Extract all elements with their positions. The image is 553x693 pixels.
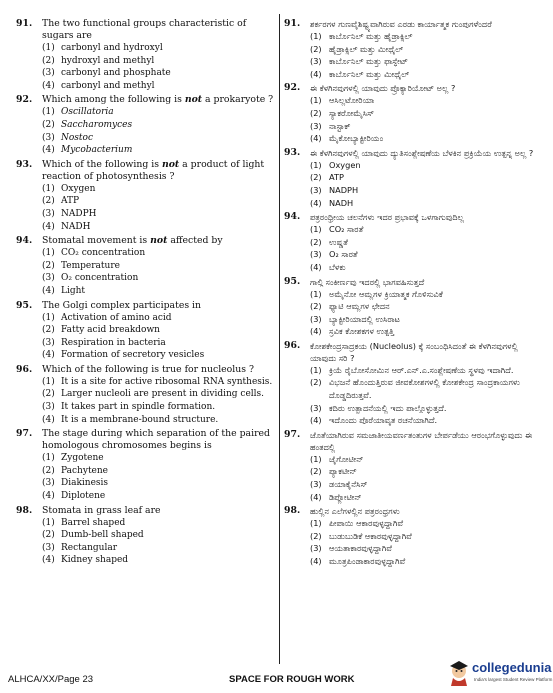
- answer-option: [284, 530, 542, 543]
- option-text: ಸ್ರವಿಕ ಕೋಶಕಗಳ ಉತ್ಪತ್ತಿ: [329, 326, 395, 337]
- question-number: 92.: [16, 94, 33, 106]
- option-text: ಉಷ್ಣತೆ: [329, 236, 348, 247]
- english-column: [16, 18, 274, 569]
- option-number: (1): [42, 312, 55, 323]
- answer-option: [284, 542, 542, 555]
- answer-option: [284, 288, 542, 301]
- option-number: (4): [42, 350, 55, 361]
- option-text: Diplotene: [61, 491, 106, 502]
- question-number: 95.: [284, 275, 301, 287]
- answer-option: [16, 285, 274, 298]
- answer-option: [284, 517, 542, 530]
- option-number: (4): [310, 261, 322, 272]
- question-number: 94.: [16, 235, 33, 247]
- answer-option: [16, 452, 274, 465]
- answer-option: [284, 171, 542, 184]
- question-number: 92.: [284, 82, 301, 94]
- answer-option: [284, 94, 542, 107]
- answer-option: [16, 312, 274, 325]
- answer-option: [16, 554, 274, 567]
- option-text: Oscillatoria: [61, 107, 114, 118]
- question-92: [16, 94, 274, 156]
- rough-work-label: SPACE FOR ROUGH WORK: [229, 674, 355, 685]
- option-text: Dumb-bell shaped: [61, 530, 144, 541]
- answer-option: [284, 453, 542, 466]
- option-number: (1): [310, 224, 322, 235]
- option-text: Kidney shaped: [61, 555, 129, 566]
- option-number: (2): [42, 389, 55, 400]
- option-number: (1): [42, 376, 55, 387]
- option-number: (3): [42, 68, 55, 79]
- answer-option: [16, 542, 274, 555]
- option-text: O₂ concentration: [61, 273, 139, 284]
- answer-option: [284, 223, 542, 236]
- option-text: ATP: [61, 196, 80, 207]
- question-number: 98.: [284, 505, 301, 517]
- answer-option: [16, 208, 274, 221]
- question-97: [284, 429, 542, 503]
- answer-option: [284, 313, 542, 326]
- answer-option: [16, 490, 274, 503]
- option-number: (1): [42, 183, 55, 194]
- answer-option: [16, 42, 274, 55]
- answer-option: [16, 337, 274, 350]
- option-text: It is a membrane-bound structure.: [61, 414, 219, 425]
- option-text: Oxygen: [329, 159, 361, 170]
- answer-option: [16, 221, 274, 234]
- question-text: ಈ ಕೆಳಗಿನವುಗಳಲ್ಲಿ ಯಾವುದು ದ್ಯುತಿಸಂಶ್ಲೇಷಣೆಯ ಬೆಳಕಿನ ಪ್ರಕ್ರಿಯೆಯ ಉತ್ಪನ್ನ ಅಲ್ಲ ?: [310, 147, 534, 158]
- option-number: (2): [310, 377, 322, 388]
- question-number: 94.: [284, 211, 301, 223]
- question-93: [16, 159, 274, 233]
- question-number: 91.: [284, 18, 301, 29]
- answer-option: [16, 67, 274, 80]
- option-text: ಆಸಿಲ್ಲಟೋರಿಯಾ: [329, 95, 375, 106]
- question-96: [284, 340, 542, 427]
- option-number: (3): [42, 337, 55, 348]
- question-93: [284, 147, 542, 209]
- answer-option: [284, 236, 542, 249]
- option-text: ಬುಡುಬುಡಿಕೆ ಆಕಾರವುಳ್ಳದ್ದಾಗಿವೆ: [329, 530, 412, 541]
- question-95: [284, 276, 542, 338]
- option-number: (4): [42, 491, 55, 502]
- answer-option: [16, 132, 274, 145]
- question-number: 93.: [16, 158, 33, 170]
- option-text: NADPH: [61, 208, 97, 219]
- option-text: ಅಮೈನೋ ಆಮ್ಲಗಳ ಕ್ರಿಯಾತ್ಮಕ ಗೊಳಿಸುವಿಕೆ: [329, 288, 443, 299]
- question-text: The Golgi complex participates in: [42, 299, 202, 311]
- question-text: ಈ ಕೆಳಗಿನವುಗಳಲ್ಲಿ ಯಾವುದು ಪ್ರೊಕ್ಯಾರಿಯೋಟ್ ಅಲ್ಲ ?: [310, 83, 456, 94]
- option-text: carbonyl and hydroxyl: [61, 43, 163, 53]
- question-94: [16, 235, 274, 297]
- answer-option: [284, 376, 542, 401]
- option-text: NADH: [329, 197, 354, 208]
- option-text: ಮೈಕೋಬ್ಯಾಕ್ಟೀರಿಯಂ: [329, 133, 384, 144]
- answer-option: [16, 477, 274, 490]
- option-text: ಡಿಪ್ಲೋಟೀನ್: [329, 491, 362, 502]
- answer-option: [284, 197, 542, 210]
- answer-option: [284, 402, 542, 415]
- option-text: ಕಾರ್ಬೊನಿಲ್ ಮತ್ತು ಮೀಥೈಲ್: [329, 68, 410, 79]
- option-text: ಬ್ಯಾಕ್ಟೀರಿಯಾದಲ್ಲಿ ಉಸಿರಾಟ: [329, 313, 400, 324]
- option-text: Diakinesis: [61, 478, 109, 489]
- option-number: (4): [310, 415, 322, 426]
- option-text: O₂ ಸಾರತೆ: [329, 249, 358, 260]
- option-text: ಕ್ರಿಯೆ ರೈಬೋಸೋಮಿನ ಆರ್.ಎನ್.ಎ.ಸಂಶ್ಲೇಷಣೆಯ ಸ್ಥಳವು ಇದಾಗಿದೆ.: [329, 364, 514, 375]
- answer-option: [284, 478, 542, 491]
- option-text: hydroxyl and methyl: [61, 55, 155, 66]
- option-number: (2): [42, 260, 55, 271]
- logo-wordmark: collegedunia: [472, 660, 552, 675]
- option-text: CO₂ ಸಾರತೆ: [329, 224, 364, 235]
- option-number: (1): [42, 43, 55, 53]
- question-number: 95.: [16, 299, 33, 311]
- question-text: ಗಾಲ್ಗಿ ಸಂಕೀರ್ಣವು ಇದರಲ್ಲಿ ಭಾಗವಹಿಸುತ್ತದೆ: [310, 276, 425, 287]
- option-number: (1): [42, 107, 55, 118]
- answer-option: [284, 364, 542, 377]
- option-number: (3): [310, 56, 322, 67]
- option-text: Pachytene: [61, 465, 109, 476]
- option-text: Mycobacterium: [61, 145, 133, 156]
- option-number: (3): [310, 313, 322, 324]
- question-text: Stomata in grass leaf are: [42, 504, 161, 516]
- question-95: [16, 300, 274, 362]
- option-text: ಜೈಗೋಟೀನ್: [329, 453, 364, 464]
- option-text: ವಿಭಜನೆ ಹೊಂದುತ್ತಿರುವ ಜೀವಕೋಶಗಳಲ್ಲಿ ಕೋಶಕೇಂದ್ರ ಸಾಂದ್ರಕಾಯಗಳು ದೊಡ್ಡದಿರುತ್ತವೆ.: [329, 377, 520, 401]
- option-number: (3): [42, 273, 55, 284]
- option-number: (4): [310, 68, 322, 79]
- option-number: (4): [310, 197, 322, 208]
- option-number: (3): [42, 132, 55, 143]
- option-number: (1): [310, 288, 322, 299]
- answer-option: [284, 30, 542, 43]
- option-text: Temperature: [61, 260, 120, 271]
- option-number: (4): [310, 491, 322, 502]
- option-text: ಡಯಾಕೈನೆಸಿಸ್: [329, 479, 368, 490]
- option-number: (4): [42, 414, 55, 425]
- option-number: (2): [310, 172, 322, 183]
- question-number: 97.: [16, 428, 33, 440]
- answer-option: [16, 388, 274, 401]
- option-number: (2): [310, 466, 322, 477]
- option-text: Barrel shaped: [61, 517, 126, 528]
- answer-option: [16, 260, 274, 273]
- question-text: Which of the following is not a product of light reaction of photosynthesis ?: [42, 158, 265, 182]
- option-number: (4): [310, 133, 322, 144]
- option-number: (3): [310, 402, 322, 413]
- option-number: (2): [310, 301, 322, 312]
- option-text: ಕಾರ್ಬೊನಿಲ್ ಮತ್ತು ಹೈಡ್ರಾಕ್ಸಿಲ್: [329, 31, 413, 41]
- answer-option: [16, 517, 274, 530]
- option-text: Fatty acid breakdown: [61, 325, 160, 336]
- option-number: (4): [42, 285, 55, 296]
- question-text: ಜೊತೆಯಾಗಿರುವ ಸಮಜಾತೀಯವರ್ಣತಂತುಗಳ ಬೇರ್ಪಡೆಯು ಆರಂಭಗೊಳ್ಳುವುದು ಈ ಹಂತದಲ್ಲಿ: [310, 429, 533, 452]
- option-number: (3): [42, 542, 55, 553]
- question-98: [16, 505, 274, 567]
- option-number: (2): [310, 43, 322, 54]
- option-number: (2): [42, 530, 55, 541]
- question-text: ಹುಲ್ಲಿನ ಎಲೆಗಳಲ್ಲಿನ ಪತ್ರರಂಧ್ರಗಳು: [310, 506, 400, 517]
- option-number: (4): [310, 326, 322, 337]
- option-text: Zygotene: [61, 453, 104, 464]
- answer-option: [16, 401, 274, 414]
- answer-option: [284, 55, 542, 68]
- question-number: 97.: [284, 428, 301, 440]
- question-text: The stage during which separation of the paired homologous chromosomes begins is: [42, 428, 270, 452]
- option-number: (1): [310, 364, 322, 375]
- answer-option: [284, 555, 542, 568]
- option-number: (3): [42, 478, 55, 489]
- question-number: 93.: [284, 146, 301, 158]
- option-text: CO₂ concentration: [61, 248, 146, 259]
- option-number: (2): [42, 196, 55, 207]
- question-number: 98.: [16, 504, 33, 516]
- option-number: (4): [42, 221, 55, 232]
- option-text: ಕಾರ್ಬೊನಿಲ್ ಮತ್ತು ಫಾಸ್ಫೇಟ್: [329, 56, 408, 67]
- option-text: carbonyl and methyl: [61, 80, 155, 91]
- option-number: (1): [310, 95, 322, 106]
- kannada-column: [284, 18, 542, 570]
- option-number: (2): [42, 119, 55, 130]
- option-text: Larger nucleoli are present in dividing cells.: [61, 389, 265, 400]
- question-number: 96.: [284, 339, 301, 351]
- option-text: Oxygen: [61, 183, 96, 194]
- option-number: (1): [310, 159, 322, 170]
- option-number: (3): [310, 543, 322, 554]
- option-text: Activation of amino acid: [61, 312, 172, 323]
- answer-option: [16, 183, 274, 196]
- question-98: [284, 505, 542, 567]
- answer-option: [284, 159, 542, 172]
- answer-option: [284, 248, 542, 261]
- option-number: (3): [310, 184, 322, 195]
- option-text: ಪ್ಯಾಕಟೀನ್: [329, 466, 357, 477]
- option-text: ATP: [329, 172, 344, 183]
- option-number: (3): [310, 249, 322, 260]
- question-92: [284, 82, 542, 144]
- answer-option: [284, 120, 542, 133]
- option-number: (2): [42, 325, 55, 336]
- option-number: (2): [310, 107, 322, 118]
- answer-option: [16, 272, 274, 285]
- answer-option: [284, 132, 542, 145]
- page-code: ALHCA/XX/Page 23: [8, 674, 94, 685]
- option-text: NADH: [61, 221, 91, 232]
- option-text: ಮೂತ್ರಪಿಂಡಾಕಾರವುಳ್ಳದ್ದಾಗಿವೆ: [329, 556, 406, 566]
- option-text: Saccharomyces: [61, 119, 133, 130]
- option-text: ಫ್ಯಾಟಿ ಆಮ್ಲಗಳ ಛೇದನ: [329, 301, 390, 312]
- answer-option: [16, 349, 274, 362]
- answer-option: [284, 261, 542, 274]
- question-number: 91.: [16, 18, 33, 29]
- question-text: The two functional groups characteristic of sugars are: [42, 18, 247, 41]
- answer-option: [16, 376, 274, 389]
- option-text: Rectangular: [61, 542, 118, 553]
- option-text: Nostoc: [61, 132, 93, 143]
- question-96: [16, 364, 274, 426]
- answer-option: [284, 465, 542, 478]
- option-text: ಇದೊಂದು ಪೊರೆಯಾವೃತ ರಚನೆಯಾಗಿದೆ.: [329, 415, 438, 426]
- question-text: Stomatal movement is not affected by: [42, 235, 223, 247]
- question-text: Which among the following is not a prokaryote ?: [42, 94, 274, 106]
- option-number: (1): [310, 453, 322, 464]
- option-text: It takes part in spindle formation.: [61, 402, 216, 413]
- answer-option: [284, 184, 542, 197]
- question-text: ಪತ್ರರಂಧ್ರೀಯ ಚಲನೆಗಳು ಇದರ ಪ್ರಭಾವಕ್ಕೆ ಒಳಗಾಗುವುದಿಲ್ಲ: [310, 212, 464, 223]
- answer-option: [284, 491, 542, 504]
- answer-option: [16, 55, 274, 68]
- answer-option: [16, 465, 274, 478]
- option-number: (1): [42, 517, 55, 528]
- option-number: (4): [310, 556, 322, 566]
- option-number: (1): [310, 31, 322, 41]
- option-number: (4): [42, 555, 55, 566]
- option-text: ನಾಸ್ಟಾಕ್: [329, 120, 351, 131]
- option-number: (2): [42, 55, 55, 66]
- option-number: (4): [42, 80, 55, 91]
- option-text: ಕದಿರು ಉತ್ಪಾದನೆಯಲ್ಲಿ ಇದು ಪಾಲ್ಗೊಳ್ಳುತ್ತದೆ.: [329, 402, 447, 413]
- answer-option: [16, 106, 274, 119]
- option-text: Light: [61, 285, 86, 296]
- question-91: [16, 18, 274, 92]
- answer-option: [284, 325, 542, 338]
- question-text: ಶರ್ಕರಗಳ ಗುಣವೈಶಿಷ್ಟ್ಯವಾಗಿರುವ ಎರಡು ಕಾರ್ಯಾತ್ಮಕ ಗುಂಪುಗಳೆಂದರೆ: [310, 19, 492, 29]
- option-text: ಪೀಪಾಯಿ ಆಕಾರವುಳ್ಳದ್ದಾಗಿವೆ: [329, 518, 404, 529]
- question-91: [284, 18, 542, 80]
- answer-option: [16, 119, 274, 132]
- option-text: ಆಯತಾಕಾರವುಳ್ಳದ್ದಾಗಿವೆ: [329, 543, 392, 554]
- option-number: (3): [42, 402, 55, 413]
- option-text: Formation of secretory vesicles: [61, 350, 205, 361]
- option-text: ಹೈಡ್ರಾಕ್ಸಿಲ್ ಮತ್ತು ಮೀಥೈಲ್: [329, 43, 404, 54]
- answer-option: [284, 414, 542, 427]
- graduate-mascot-icon: [448, 658, 470, 686]
- answer-option: [16, 324, 274, 337]
- answer-option: [16, 247, 274, 260]
- option-number: (3): [310, 120, 322, 131]
- question-97: [16, 428, 274, 502]
- answer-option: [284, 300, 542, 313]
- option-number: (3): [42, 208, 55, 219]
- option-number: (3): [310, 479, 322, 490]
- option-text: It is a site for active ribosomal RNA synthesis.: [61, 376, 273, 387]
- option-number: (4): [42, 145, 55, 156]
- question-number: 96.: [16, 363, 33, 375]
- option-text: ಬೆಳಕು: [329, 261, 346, 272]
- answer-option: [16, 195, 274, 208]
- option-text: carbonyl and phosphate: [61, 68, 171, 79]
- option-text: ಸ್ಯಾಕರೋಮೈಸಿಸ್: [329, 107, 375, 118]
- answer-option: [284, 68, 542, 81]
- option-text: NADPH: [329, 184, 359, 195]
- logo-tagline: India's largest Student Review Platform: [474, 677, 553, 682]
- option-number: (2): [42, 465, 55, 476]
- option-number: (1): [310, 518, 322, 529]
- answer-option: [16, 414, 274, 427]
- column-divider: [279, 14, 280, 664]
- answer-option: [16, 144, 274, 157]
- option-number: (2): [310, 530, 322, 541]
- answer-option: [284, 107, 542, 120]
- option-number: (1): [42, 453, 55, 464]
- question-text: ಕೋಶಕೇಂದ್ರಸಾದ್ರಕಯ (Nucleolus) ಕ್ಕೆ ಸಂಬಂಧಿಸಿದಂತೆ ಈ ಕೆಳಗಿನವುಗಳಲ್ಲಿ ಯಾವುದು ಸರಿ ?: [310, 340, 518, 363]
- collegedunia-logo: [448, 656, 552, 690]
- answer-option: [16, 80, 274, 93]
- answer-option: [16, 529, 274, 542]
- question-text: Which of the following is true for nucleolus ?: [42, 363, 254, 375]
- option-number: (1): [42, 248, 55, 259]
- option-text: Respiration in bacteria: [61, 337, 166, 348]
- answer-option: [284, 43, 542, 56]
- option-number: (2): [310, 236, 322, 247]
- question-94: [284, 211, 542, 273]
